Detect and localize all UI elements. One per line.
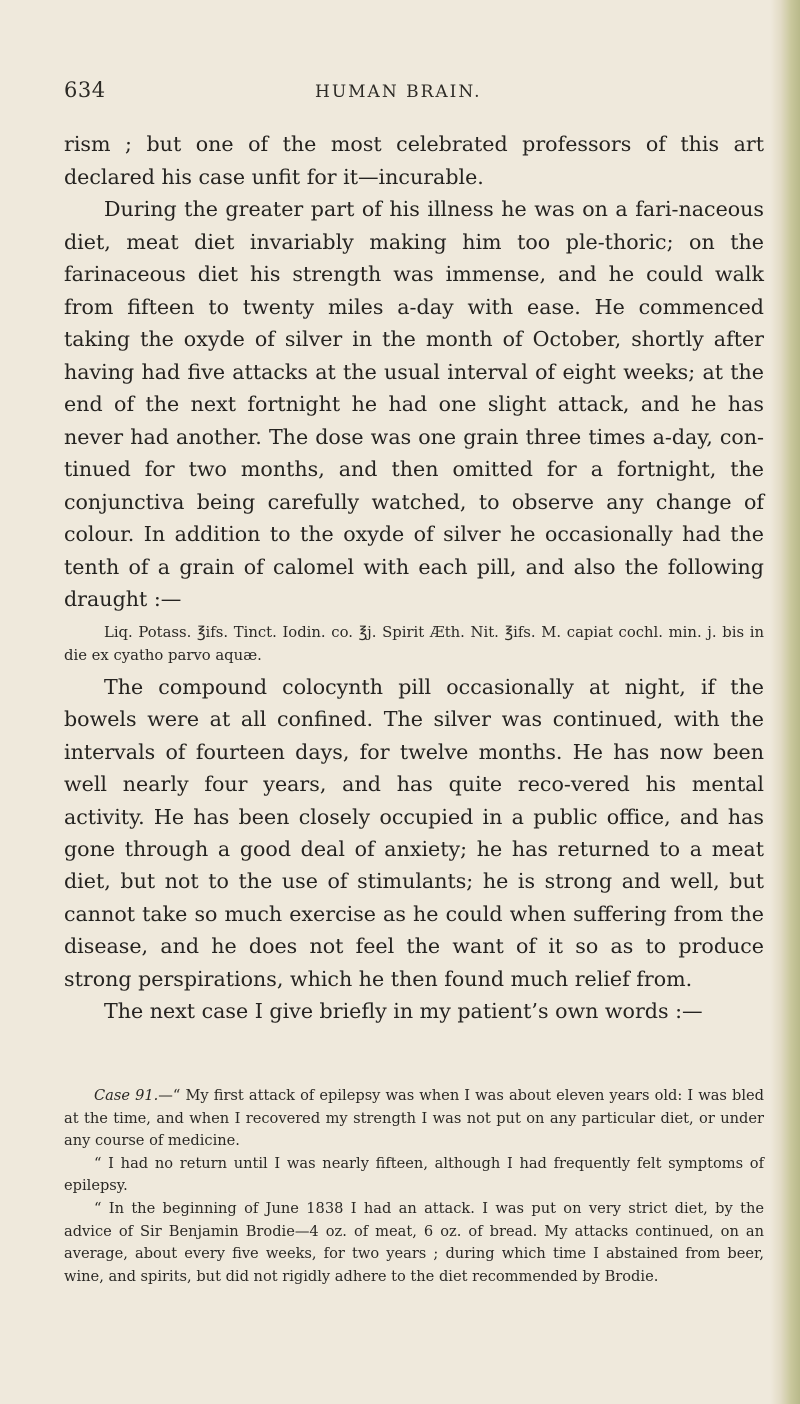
prescription: Liq. Potass. ℥ifs. Tinct. Iodin. co. ℥j. Spirit Æth. Nit. ℥ifs. M. capiat cochl. min. j. bis in die ex cyatho parvo aquæ. [64,624,764,664]
case-paragraph: “ In the beginning of June 1838 I had an attack. I was put on very strict diet, by the advice of Sir Benjamin Brodie—4 oz. of meat, 6 oz. of bread. My attacks continued, on an average, about every five weeks, for two years ; during which time I abstained from beer, wine, and spirits, but did not rigidly adhere to the diet recommended by Brodie. [64,1199,764,1285]
paragraph: The compound colocynth pill occasionally at night, if the bowels were at all confined. The silver was continued, with the intervals of fourteen days, for twelve months. He has now been well nearly four years, and has quite reco-vered his mental activity. He has been closely occupied in a public office, and has gone through a good deal of anxiety; he has returned to a meat diet, but not to the use of stimulants; he is strong and well, but cannot take so much exercise as he could when suffering from the disease, and he does not feel the want of it so as to produce strong perspirations, which he then found much relief from. [64,675,764,991]
paragraph: rism ; but one of the most celebrated professors of this art declared his case unfit for it—incurable. [64,132,764,189]
paragraph: The next case I give briefly in my patient’s own words :— [104,999,703,1024]
case-report [64,1085,764,1288]
page-edge [770,0,800,1404]
case-text: —“ My first attack of epilepsy was when I was about eleven years old: I was bled at the time, and when I recovered my strength I was not put on any particular diet, or under any course of medicine. [64,1087,764,1150]
case-label: Case 91. [94,1087,159,1104]
case-paragraph: “ I had no return until I was nearly fifteen, although I had frequently felt symptoms of epilepsy. [64,1154,764,1195]
main-text-continued [64,671,764,1027]
page-number: 634 [64,78,106,102]
paragraph: During the greater part of his illness he was on a fari-naceous diet, meat diet invariably making him too ple-thoric; on the farinaceous diet his strength was immense, and he could walk from fifteen to twenty miles a-day with ease. He commenced taking the oxyde of silver in the month of October, shortly after having had five attacks at the usual interval of eight weeks; at the end of the next fortnight he had one slight attack, and he has never had another. The dose was one grain three times a-day, con-tinued for two months, and then omitted for a fortnight, the conjunctiva being carefully watched, to observe any change of colour. In addition to the oxyde of silver he occasionally had the tenth of a grain of calomel with each pill, and also the following draught :— [64,197,764,611]
main-text [64,128,764,616]
case-paragraph [64,1085,764,1153]
running-head: HUMAN BRAIN. [315,82,482,102]
